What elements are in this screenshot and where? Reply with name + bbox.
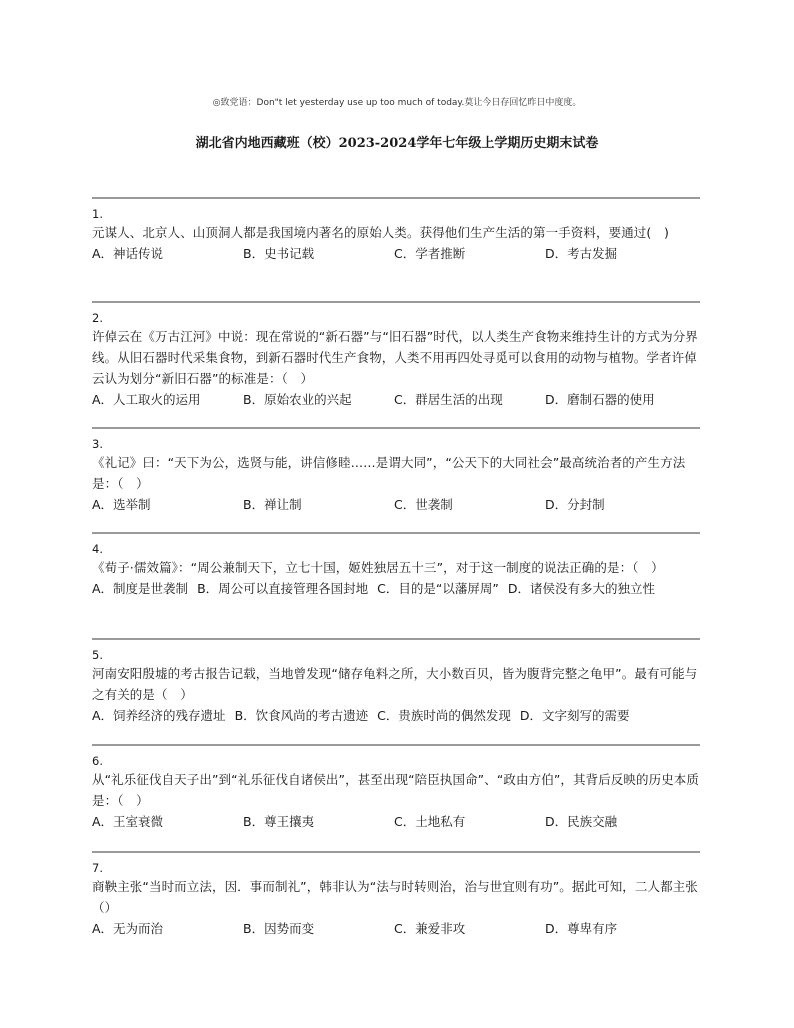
option-b[interactable]: B．因势而变 <box>243 921 315 936</box>
question-stem: 《荀子·儒效篇》：“周公兼制天下，立七十国，姬姓独居五十三”，对于这一制度的说法正确的是：（ ） <box>92 560 664 575</box>
option-a[interactable]: A．王室衰微 <box>92 814 164 829</box>
question-number: 5. <box>92 648 103 662</box>
option-b[interactable]: B．原始农业的兴起 <box>243 392 352 407</box>
options-row <box>92 918 700 939</box>
question-number: 6. <box>92 754 103 768</box>
option-d[interactable]: D．诸侯没有多大的独立性 <box>507 581 655 596</box>
question-number: 2. <box>92 311 103 325</box>
option-b[interactable]: B．史书记载 <box>243 246 315 261</box>
option-a[interactable]: A．神话传说 <box>92 246 164 261</box>
header-motto: ◎致党语：Don"t let yesterday use up too much of today.莫让今日存回忆昨日中度度。 <box>212 98 582 108</box>
question-divider <box>92 851 700 853</box>
option-c[interactable]: C．目的是“以藩屏周” <box>377 581 499 596</box>
question-divider <box>92 744 700 746</box>
option-d[interactable]: D．民族交融 <box>545 814 618 829</box>
option-d[interactable]: D．考古发掘 <box>545 246 618 261</box>
option-c[interactable]: C．学者推断 <box>394 246 466 261</box>
question-number: 1. <box>92 207 103 221</box>
question-6 <box>92 744 700 832</box>
options-row <box>92 494 700 515</box>
option-d[interactable]: D．尊卑有序 <box>545 921 618 936</box>
exam-title: 湖北省内地西藏班（校）2023-2024学年七年级上学期历史期末试卷 <box>195 136 599 151</box>
question-stem: 元谋人、北京人、山顶洞人都是我国境内著名的原始人类。获得他们生产生活的第一手资料，要通过( ) <box>92 225 669 240</box>
question-divider <box>92 638 700 640</box>
question-7 <box>92 851 700 939</box>
option-c[interactable]: C．贵族时尚的偶然发现 <box>377 708 511 723</box>
option-b[interactable]: B．尊王攘夷 <box>243 814 315 829</box>
question-divider <box>92 301 700 303</box>
option-b[interactable]: B．禅让制 <box>243 497 302 512</box>
question-divider <box>92 427 700 429</box>
question-3 <box>92 427 700 515</box>
option-b[interactable]: B．周公可以直接管理各国封地 <box>197 581 369 596</box>
question-stem: 《礼记》曰：“天下为公，选贤与能，讲信修睦……是谓大同”，“公天下的大同社会”最高统治者的产生方法是：（ ） <box>92 455 686 491</box>
option-a[interactable]: A．无为而治 <box>92 921 164 936</box>
option-c[interactable]: C．群居生活的出现 <box>394 392 503 407</box>
question-stem: 商鞅主张“当时而立法，因．事而制礼”，韩非认为“法与时转则治，治与世宜则有功”。据此可知，二人都主张（） <box>92 879 698 915</box>
question-5 <box>92 638 700 726</box>
question-divider <box>92 532 700 534</box>
option-a[interactable]: A．选举制 <box>92 497 151 512</box>
option-a[interactable]: A．制度是世袭制 <box>92 581 189 596</box>
option-c[interactable]: C．世袭制 <box>394 497 453 512</box>
option-b[interactable]: B．饮食风尚的考古遗迹 <box>234 708 369 723</box>
question-divider <box>92 197 700 199</box>
options-row <box>92 389 700 410</box>
option-d[interactable]: D．磨制石器的使用 <box>545 392 655 407</box>
option-c[interactable]: C．兼爱非攻 <box>394 921 466 936</box>
option-a[interactable]: A．人工取火的运用 <box>92 392 201 407</box>
option-a[interactable]: A．饲养经济的残存遗址 <box>92 708 226 723</box>
question-stem: 河南安阳殷墟的考古报告记载，当地曾发现“储存龟料之所，大小数百贝，皆为腹背完整之龟甲”。最有可能与之有关的是（ ） <box>92 666 698 702</box>
options-row <box>92 705 700 726</box>
option-d[interactable]: D．分封制 <box>545 497 605 512</box>
question-stem: 从“礼乐征伐自天子出”到“礼乐征伐自诸侯出”，甚至出现“陪臣执国命”、“政由方伯”，其背后反映的历史本质是：（ ） <box>92 772 700 808</box>
options-row <box>92 578 700 599</box>
question-2 <box>92 301 700 410</box>
option-d[interactable]: D．文字刻写的需要 <box>519 708 630 723</box>
question-number: 4. <box>92 542 103 556</box>
question-stem: 许倬云在《万古江河》中说：现在常说的“新石器”与“旧石器”时代，以人类生产食物来维持生计的方式为分界线。从旧石器时代采集食物，到新石器时代生产食物，人类不用再四处寻觅可以食用的动物与植物。学者许倬云认为划分“新旧石器”的标准是：（ ） <box>92 329 698 386</box>
question-number: 7. <box>92 861 103 875</box>
question-number: 3. <box>92 437 103 451</box>
question-1 <box>92 197 700 264</box>
options-row <box>92 243 700 264</box>
question-4 <box>92 532 700 599</box>
options-row <box>92 811 700 832</box>
option-c[interactable]: C．土地私有 <box>394 814 466 829</box>
